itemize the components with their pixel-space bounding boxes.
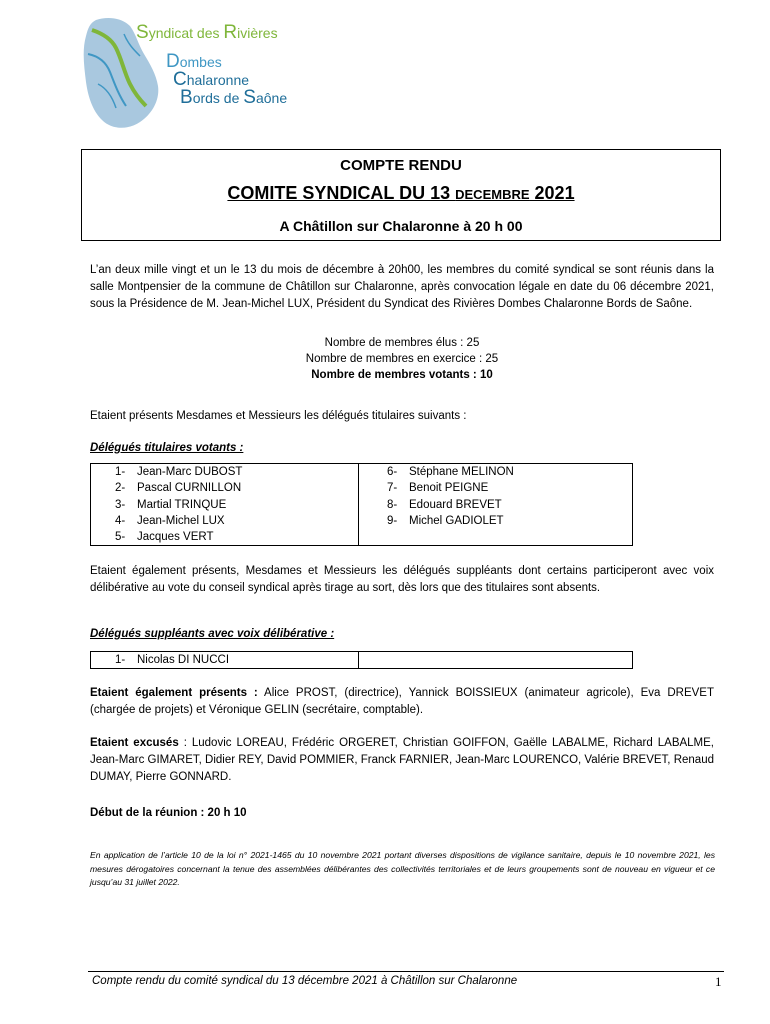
list-item: 1- Nicolas DI NUCCI: [115, 654, 230, 666]
list-item: 3- Martial TRINQUE: [115, 498, 227, 511]
suppleants-table: [90, 651, 633, 669]
list-item: 6- Stéphane MELINON: [387, 466, 514, 478]
page-number: 1: [715, 974, 722, 989]
legal-note: En application de l’article 10 de la loi n° 2021-1465 du 10 novembre 2021 portant diverses dispositions de vigilance sanitaire, depuis le 10 novembre 2021, les mesures dérogatoires concernant la tenue des assemblées délibérantes des collectivités territoriales et de leurs groupements sont de nouveau en vigueur et ce jusqu’au 31 juillet 2022.: [90, 850, 715, 887]
document-kind: COMPTE RENDU: [340, 157, 462, 174]
count-votants: Nombre de membres votants : 10: [311, 369, 493, 381]
suppleants-title: Délégués suppléants avec voix délibérative :: [90, 628, 335, 640]
suppleants-right-column: [359, 652, 633, 669]
organization-logo: [78, 14, 318, 132]
excused-paragraph: Etaient excusés : Ludovic LOREAU, Frédéric ORGERET, Christian GOIFFON, Gaëlle LABALME, Richard LABALME, Jean-Marc GIMARET, Didier REY, David POMMIER, Franck FARNIER, Jean-Marc LOURENCO, Valérie BREVET, Renaud DUMAY, Pierre GONNARD.: [90, 737, 715, 783]
list-item: 1- Jean-Marc DUBOST: [115, 466, 243, 478]
logo-line-dombes: Dombes: [166, 51, 222, 72]
suppleants-left-column: [91, 652, 359, 669]
intro-paragraph: L’an deux mille vingt et un le 13 du mois de décembre à 20h00, les membres du comité syndical se sont réunis dans la salle Montpensier de la commune de Châtillon sur Chalaronne, après convocation légale en date du 06 décembre 2021, sous la Présidence de M. Jean-Michel LUX, Président du Syndicat des Rivières Dombes Chalaronne Bords de Saône.: [90, 264, 714, 310]
logo-line-syndicat: Syndicat des Rivières: [136, 22, 278, 43]
header-box: [81, 149, 721, 241]
logo-line-bords-de-saone: Bords de Saône: [180, 87, 288, 108]
document-title: COMITE SYNDICAL DU 13 DECEMBRE 2021: [227, 183, 575, 203]
titulaires-left-column: [91, 464, 359, 546]
footer-divider: [88, 971, 724, 972]
list-item: 8- Edouard BREVET: [387, 498, 502, 511]
count-elus: Nombre de membres élus : 25: [324, 337, 480, 349]
list-item: 4- Jean-Michel LUX: [115, 514, 225, 527]
list-item: 9- Michel GADIOLET: [387, 514, 504, 527]
also-present-paragraph: Etaient également présents : Alice PROST, (directrice), Yannick BOISSIEUX (animateur agricole), Eva DREVET (chargée de projets) et Véronique GELIN (secrétaire, comptable).: [90, 687, 714, 716]
logo-line-chalaronne: Chalaronne: [173, 69, 250, 90]
footer-text: Compte rendu du comité syndical du 13 décembre 2021 à Châtillon sur Chalaronne: [92, 975, 518, 987]
excused-label: Etaient excusés: [90, 737, 179, 749]
member-counts: [90, 335, 714, 383]
list-item: 2- Pascal CURNILLON: [115, 482, 242, 495]
suppleants-intro: Etaient également présents, Mesdames et Messieurs les délégués suppléants dont certains participeront avec voix délibérative au vote du conseil syndical après tirage au sort, dès lors que des titulaires sont absents.: [90, 565, 714, 594]
list-item: 5- Jacques VERT: [115, 531, 214, 544]
also-present-label: Etaient également présents :: [90, 687, 258, 699]
count-exercice: Nombre de membres en exercice : 25: [305, 353, 499, 365]
titulaires-table: [90, 463, 633, 546]
list-item: 7- Benoit PEIGNE: [387, 482, 489, 495]
titulaires-title: Délégués titulaires votants :: [90, 442, 244, 454]
titulaires-right-column: [359, 464, 633, 546]
presents-intro: Etaient présents Mesdames et Messieurs les délégués titulaires suivants :: [90, 410, 467, 422]
meeting-start: Début de la réunion : 20 h 10: [90, 807, 247, 819]
meeting-location: A Châtillon sur Chalaronne à 20 h 00: [279, 218, 523, 234]
